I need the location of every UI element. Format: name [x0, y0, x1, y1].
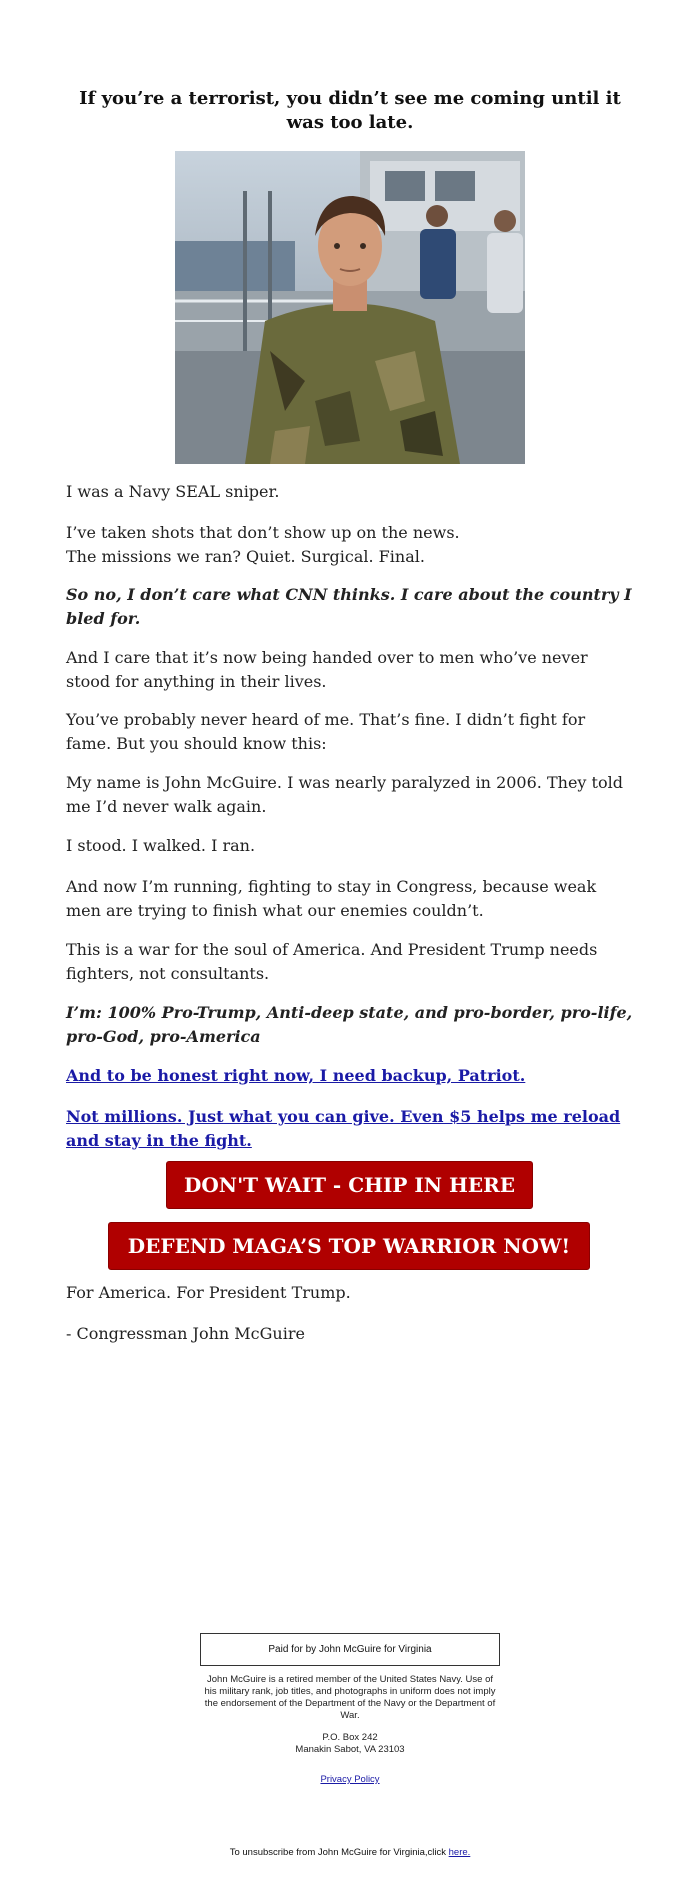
- paragraph-2: [66, 521, 634, 569]
- soldier-photo-icon: [175, 151, 525, 464]
- signature: - Congressman John McGuire: [66, 1324, 305, 1343]
- paragraph-3: So no, I don’t care what CNN thinks. I care about the country I bled for.: [66, 585, 632, 628]
- paragraph-2-line-1: I’ve taken shots that don’t show up on the news.: [66, 523, 460, 542]
- paragraph-5: You’ve probably never heard of me. That’s fine. I didn’t fight for fame. But you should know this:: [66, 710, 586, 753]
- privacy-policy-link[interactable]: Privacy Policy: [320, 1774, 380, 1785]
- paid-for-box: Paid for by John McGuire for Virginia: [200, 1633, 500, 1666]
- defend-warrior-button[interactable]: DEFEND MAGA’S TOP WARRIOR NOW!: [108, 1222, 590, 1270]
- disclaimer-text: John McGuire is a retired member of the United States Navy. Use of his military rank, job titles, and photographs in uniform does not imply the endorsement of the Department of the Navy or the Department of War.: [204, 1674, 496, 1721]
- paragraph-2-line-2: The missions we ran? Quiet. Surgical. Final.: [66, 547, 425, 566]
- unsubscribe-line: [150, 1847, 550, 1858]
- address-line-2: Manakin Sabot, VA 23103: [295, 1744, 405, 1755]
- soldier-photo: [175, 151, 525, 464]
- paragraph-9: This is a war for the soul of America. And President Trump needs fighters, not consultants.: [66, 940, 598, 983]
- privacy-policy: [200, 1774, 500, 1785]
- paragraph-10: I’m: 100% Pro-Trump, Anti-deep state, and pro-border, pro-life, pro-God, pro-America: [66, 1003, 633, 1046]
- mailing-address: [200, 1732, 500, 1756]
- paragraph-4: And I care that it’s now being handed over to men who’ve never stood for anything in their lives.: [66, 648, 588, 691]
- link-paragraph-2: [66, 1105, 634, 1153]
- donate-link[interactable]: Not millions. Just what you can give. Even $5 helps me reload and stay in the fight.: [66, 1107, 621, 1150]
- paragraph-1: I was a Navy SEAL sniper.: [66, 482, 280, 501]
- paragraph-7: I stood. I walked. I ran.: [66, 836, 256, 855]
- backup-link[interactable]: And to be honest right now, I need backup, Patriot.: [66, 1066, 526, 1085]
- chip-in-button[interactable]: DON'T WAIT - CHIP IN HERE: [166, 1161, 533, 1209]
- unsubscribe-text: To unsubscribe from John McGuire for Virginia,click: [229, 1847, 449, 1858]
- link-paragraph-1: [66, 1064, 634, 1088]
- paragraph-6: My name is John McGuire. I was nearly paralyzed in 2006. They told me I’d never walk again.: [66, 773, 623, 816]
- address-line-1: P.O. Box 242: [322, 1732, 378, 1743]
- headline: If you’re a terrorist, you didn’t see me coming until it was too late.: [79, 88, 621, 133]
- paragraph-8: And now I’m running, fighting to stay in Congress, because weak men are trying to finish what our enemies couldn’t.: [66, 877, 597, 920]
- unsubscribe-link[interactable]: here.: [448, 1847, 471, 1858]
- paragraph-11: For America. For President Trump.: [66, 1283, 351, 1302]
